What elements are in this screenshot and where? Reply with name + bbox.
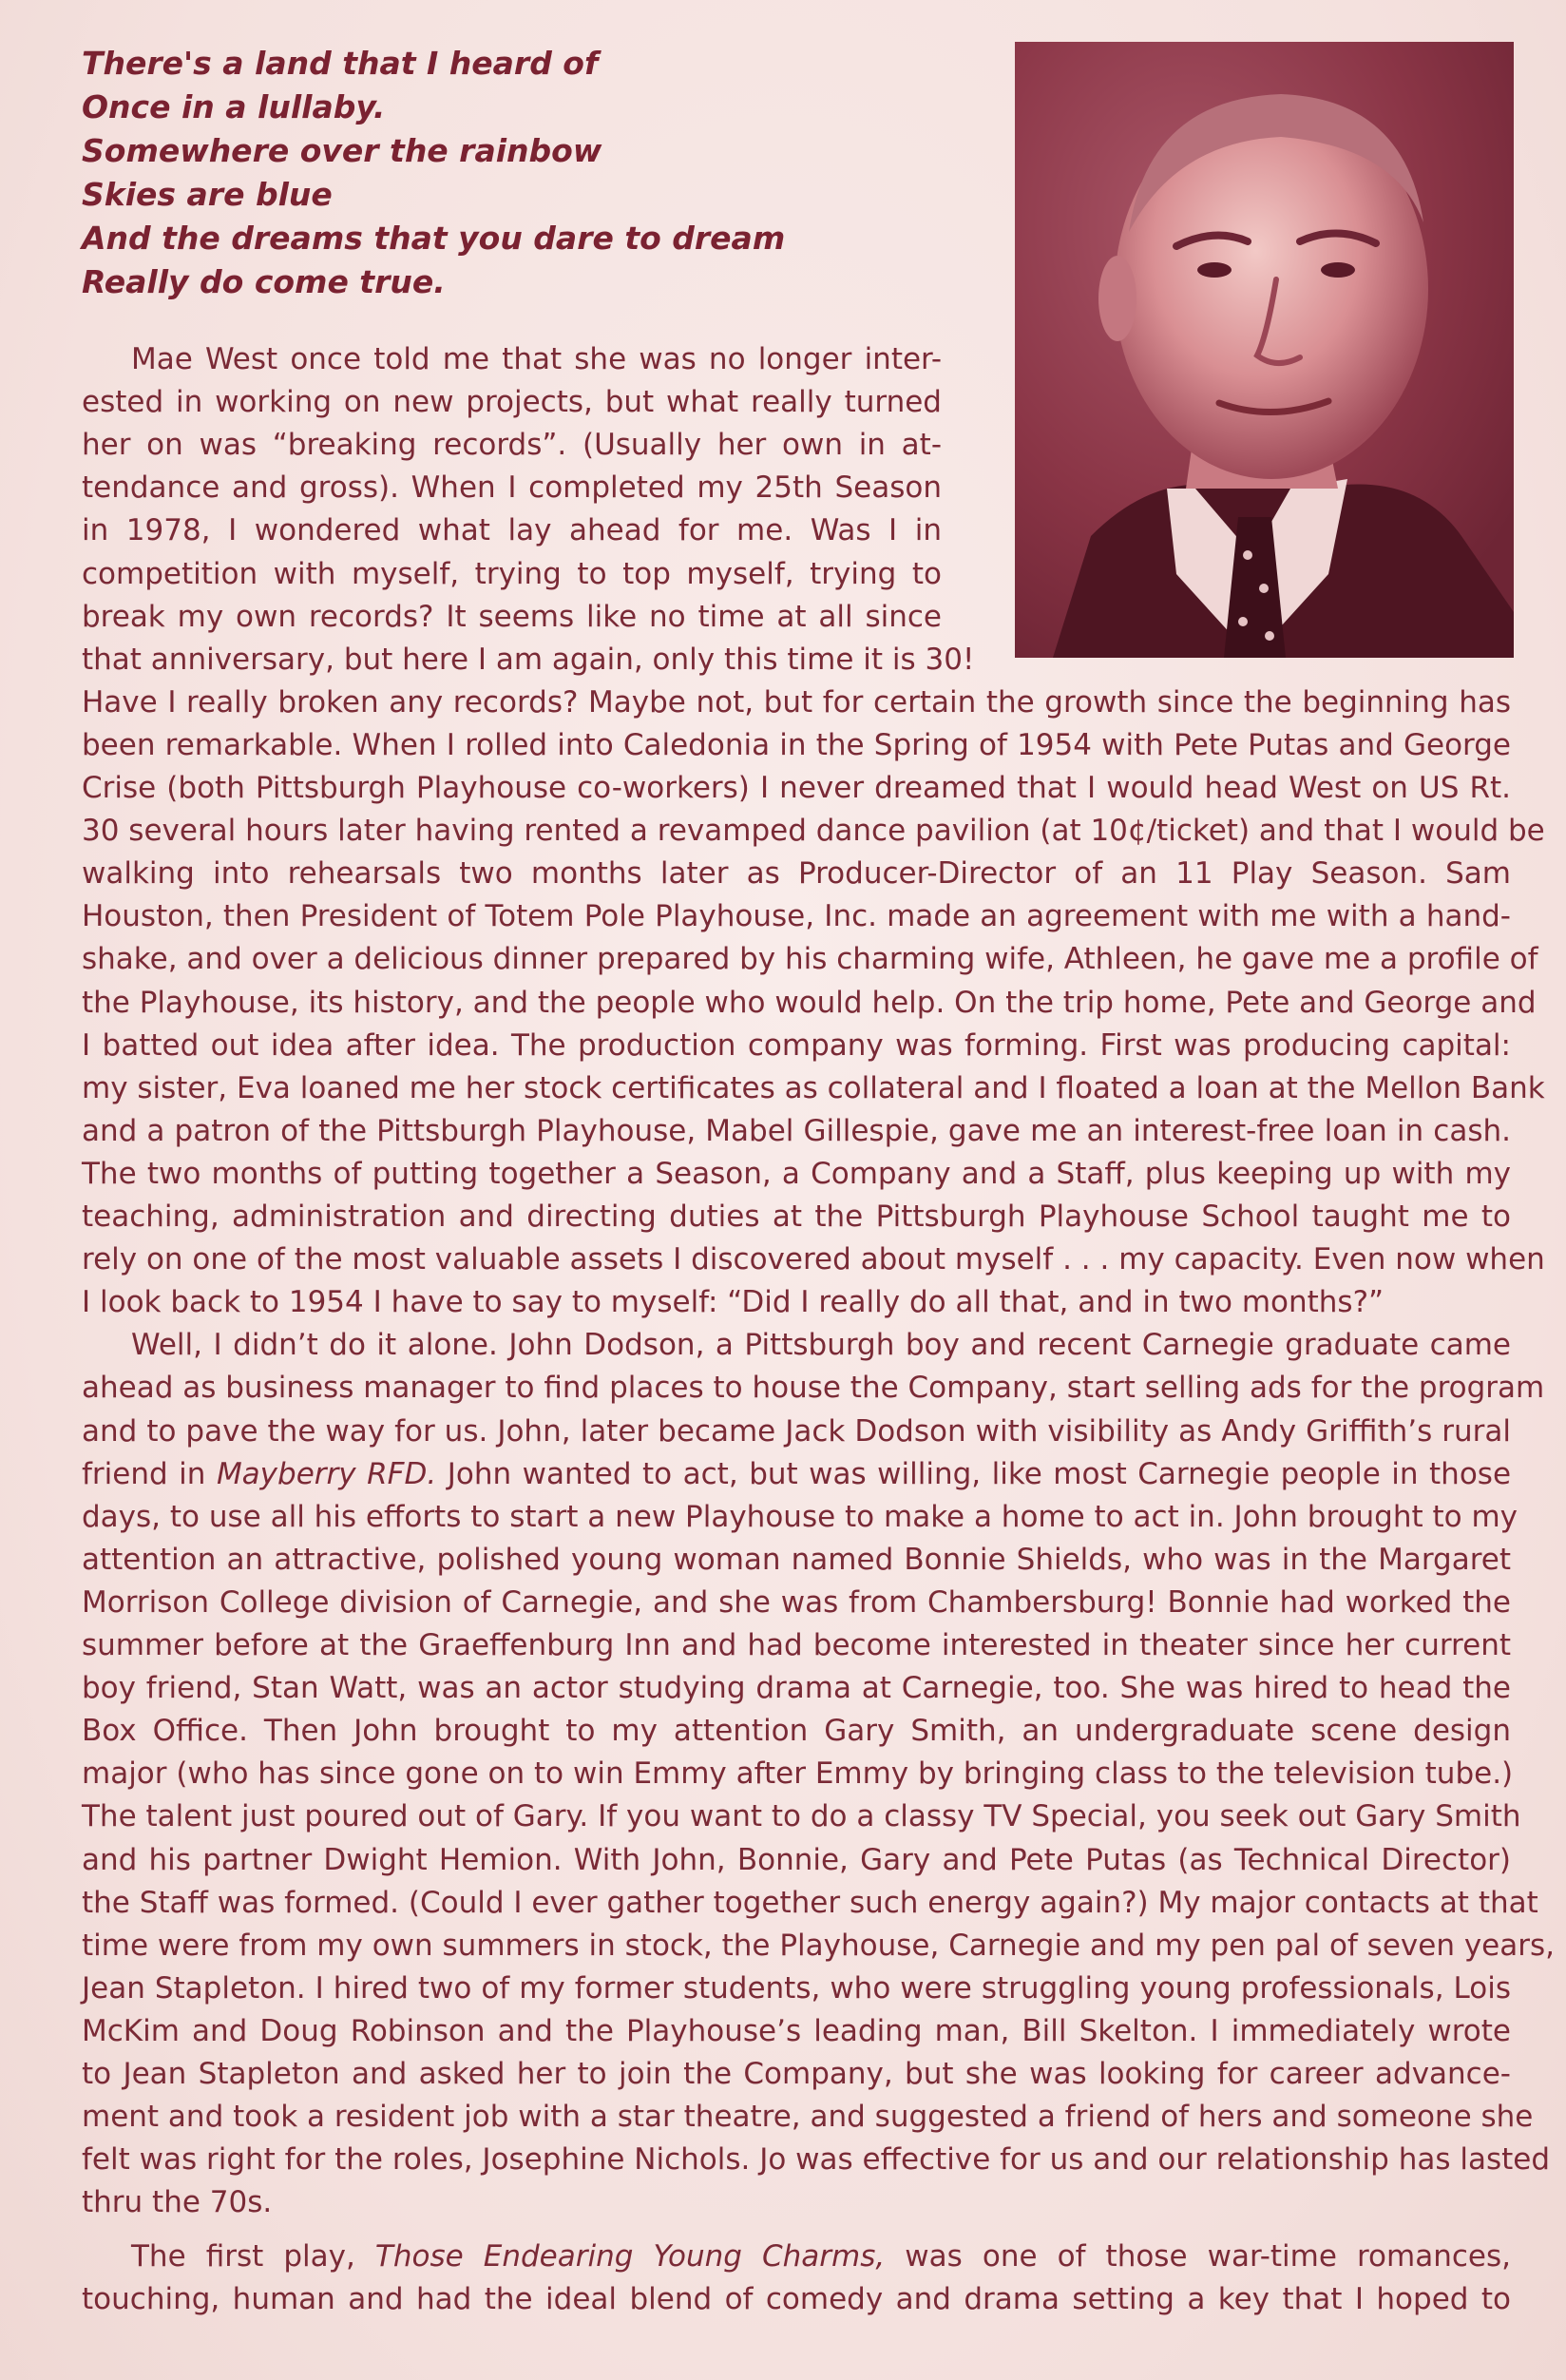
text-line: and his partner Dwight Hemion. With John, Bonnie, Gary and Pete Putas (as Technical Director) bbox=[82, 1842, 1511, 1877]
text-line: felt was right for the roles, Josephine Nichols. Jo was effective for us and our relationship has lasted bbox=[82, 2142, 1551, 2178]
text-line: and a patron of the Pittsburgh Playhouse, Mabel Gillespie, gave me an interest-free loan in cash. bbox=[82, 1113, 1511, 1148]
lyric-line: Once in a lullaby. bbox=[82, 88, 386, 125]
text-line: Box Office. Then John brought to my attention Gary Smith, an undergraduate scene design bbox=[82, 1714, 1511, 1749]
text-line: ested in working on new projects, but what really turned bbox=[82, 385, 942, 420]
text-line: time were from my own summers in stock, the Playhouse, Carnegie and my pen pal of seven years, bbox=[82, 1928, 1555, 1963]
text-line: Mae West once told me that she was no longer inter- bbox=[131, 342, 942, 376]
text-span: was one of those war-time romances, bbox=[885, 2238, 1511, 2274]
text-line: rely on one of the most valuable assets I discovered about myself . . . my capacity. Even now when bbox=[82, 1242, 1545, 1277]
lyric-line: There's a land that I heard of bbox=[82, 45, 599, 82]
text-line: Well, I didn’t do it alone. John Dodson, a Pittsburgh boy and recent Carnegie graduate came bbox=[131, 1328, 1511, 1363]
text-line: the Playhouse, its history, and the people who would help. On the trip home, Pete and George and bbox=[82, 985, 1537, 1020]
lyric-line: Somewhere over the rainbow bbox=[82, 132, 602, 169]
text-line: Have I really broken any records? Maybe not, but for certain the growth since the beginning has bbox=[82, 684, 1511, 720]
lyric-line: Skies are blue bbox=[82, 176, 333, 213]
text-line: days, to use all his efforts to start a new Playhouse to make a home to act in. John brought to my bbox=[82, 1499, 1518, 1534]
text-line: ment and took a resident job with a star theatre, and suggested a friend of hers and someone she bbox=[82, 2100, 1534, 2135]
text-line: ahead as business manager to find places to house the Company, start selling ads for the program bbox=[82, 1371, 1545, 1406]
lyric-line: Really do come true. bbox=[82, 263, 446, 300]
text-line: and to pave the way for us. John, later became Jack Dodson with visibility as Andy Griffith’s rural bbox=[82, 1413, 1511, 1449]
italic-title: Mayberry RFD. bbox=[216, 1456, 437, 1491]
text-line: I batted out idea after idea. The production company was forming. First was producing capital: bbox=[82, 1027, 1511, 1063]
text-line: the Staff was formed. (Could I ever gather together such energy again?) My major contacts at that bbox=[82, 1885, 1538, 1920]
text-line bbox=[131, 2235, 1511, 2278]
portrait-photo bbox=[1015, 42, 1514, 658]
lyrics-verse bbox=[82, 42, 937, 304]
text-line: thru the 70s. bbox=[82, 2185, 273, 2220]
text-line: competition with myself, trying to top myself, trying to bbox=[82, 556, 942, 591]
text-span: The first play, bbox=[131, 2238, 375, 2274]
portrait-illustration bbox=[1015, 42, 1514, 658]
text-span: friend in bbox=[82, 1456, 217, 1491]
text-line: 30 several hours later having rented a revamped dance pavilion (at 10¢/ticket) and that I would be bbox=[82, 814, 1545, 849]
text-line: The talent just poured out of Gary. If you want to do a classy TV Special, you seek out Gary Smith bbox=[82, 1799, 1521, 1834]
text-line: shake, and over a delicious dinner prepared by his charming wife, Athleen, he gave me a profile of bbox=[82, 942, 1538, 977]
text-line: summer before at the Graeffenburg Inn and had become interested in theater since her current bbox=[82, 1628, 1511, 1662]
lyric-line: And the dreams that you dare to dream bbox=[82, 220, 786, 257]
text-line: Morrison College division of Carnegie, and she was from Chambersburg! Bonnie had worked the bbox=[82, 1584, 1511, 1620]
text-line: been remarkable. When I rolled into Caledonia in the Spring of 1954 with Pete Putas and George bbox=[82, 727, 1511, 762]
text-line: break my own records? It seems like no time at all since bbox=[82, 599, 942, 634]
text-span: John wanted to act, but was willing, like most Carnegie people in those bbox=[436, 1456, 1512, 1491]
text-line: my sister, Eva loaned me her stock certificates as collateral and I floated a loan at the Mellon Bank bbox=[82, 1070, 1545, 1105]
text-line: Jean Stapleton. I hired two of my former students, who were struggling young professionals, Lois bbox=[82, 1970, 1511, 2006]
text-line: in 1978, I wondered what lay ahead for me. Was I in bbox=[82, 513, 942, 548]
text-line bbox=[82, 1452, 1511, 1496]
text-line: major (who has since gone on to win Emmy after Emmy by bringing class to the television tube.) bbox=[82, 1756, 1514, 1792]
text-line: Crise (both Pittsburgh Playhouse co-workers) I never dreamed that I would head West on US Rt. bbox=[82, 771, 1511, 805]
text-line: I look back to 1954 I have to say to myself: “Did I really do all that, and in two months?” bbox=[82, 1285, 1385, 1320]
text-line: tendance and gross). When I completed my 25th Season bbox=[82, 470, 942, 506]
text-line: Houston, then President of Totem Pole Playhouse, Inc. made an agreement with me with a hand- bbox=[82, 899, 1511, 934]
text-line: that anniversary, but here I am again, only this time it is 30! bbox=[82, 642, 975, 677]
text-line: attention an attractive, polished young woman named Bonnie Shields, who was in the Margaret bbox=[82, 1542, 1511, 1577]
text-line: to Jean Stapleton and asked her to join the Company, but she was looking for career advance- bbox=[82, 2057, 1511, 2091]
text-line: McKim and Doug Robinson and the Playhouse’s leading man, Bill Skelton. I immediately wrote bbox=[82, 2013, 1511, 2048]
text-line: walking into rehearsals two months later as Producer-Director of an 11 Play Season. Sam bbox=[82, 856, 1511, 892]
text-line: boy friend, Stan Watt, was an actor studying drama at Carnegie, too. She was hired to head the bbox=[82, 1671, 1511, 1706]
text-line: her on was “breaking records”. (Usually her own in at- bbox=[82, 428, 942, 463]
text-line: teaching, administration and directing duties at the Pittsburgh Playhouse School taught me to bbox=[82, 1200, 1511, 1234]
italic-title: Those Endearing Young Charms, bbox=[374, 2238, 886, 2274]
text-line: The two months of putting together a Season, a Company and a Staff, plus keeping up with my bbox=[82, 1156, 1511, 1191]
text-line: touching, human and had the ideal blend of comedy and drama setting a key that I hoped to bbox=[82, 2281, 1511, 2316]
